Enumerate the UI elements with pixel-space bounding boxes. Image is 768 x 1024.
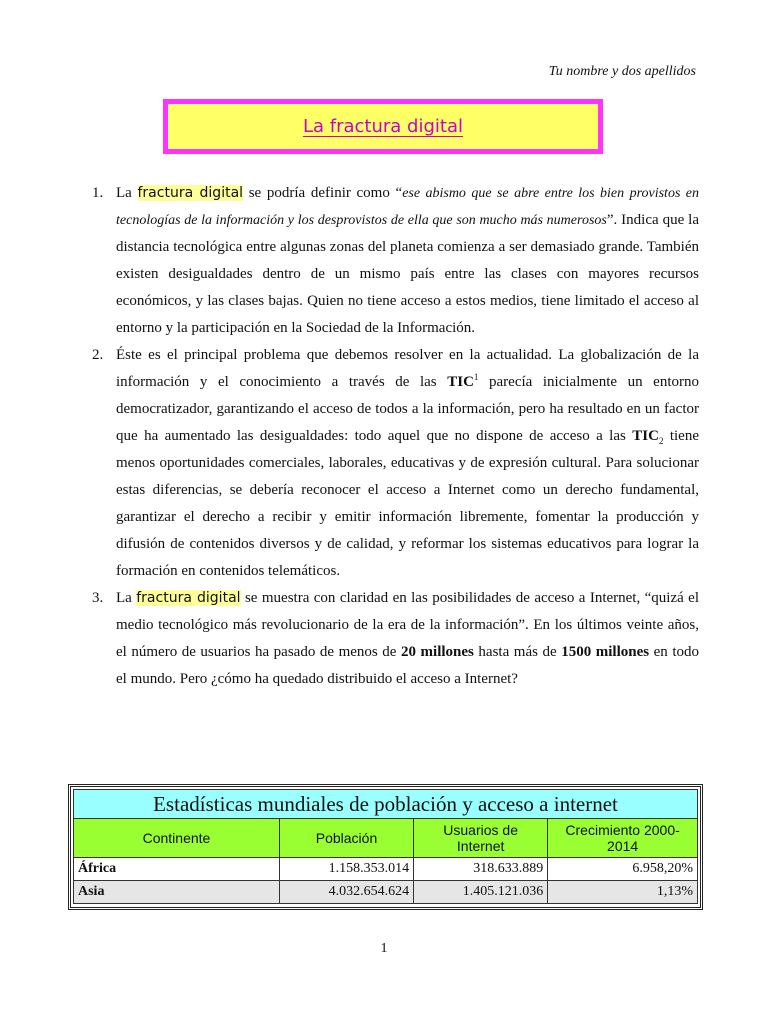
continent-cell: África [74, 858, 280, 881]
list-item [94, 585, 699, 693]
population-cell: 1.158.353.014 [279, 858, 413, 881]
table-caption: Estadísticas mundiales de población y acceso a internet [74, 790, 698, 819]
item-number: 1. [92, 185, 104, 201]
item-text: parecía inicialmente un entorno democratizador, garantizando el acceso de todos a la información, pero ha resultado en un factor que ha aumentado las desigualdades: todo aquel que no dispone de acceso a las [116, 374, 699, 444]
column-header: Continente [74, 819, 280, 858]
column-header: Usuarios de Internet [414, 819, 548, 858]
continent-cell: Asia [74, 881, 280, 904]
statistics-table [73, 789, 698, 904]
item-text: se muestra con claridad en las posibilidades de acceso a Internet, “quizá el medio tecnológico más revolucionario de la era de la información”. En los últimos veinte años, el número de usuarios ha pasado de menos de [116, 590, 700, 660]
item-number: 2. [92, 347, 104, 363]
quote-text: ese abismo que se abre entre los bien provistos en tecnologías de la información y los desprovistos de ella que son mucho más numerosos [116, 186, 700, 228]
table-row [74, 858, 698, 881]
author-name: Tu nombre y dos apellidos [548, 64, 696, 79]
highlighted-term: fractura digital [136, 590, 241, 606]
title-box [163, 99, 603, 154]
population-cell: 4.032.654.624 [279, 881, 413, 904]
page-number: 1 [380, 941, 388, 956]
item-text: Éste es el principal problema que debemos resolver en la actualidad. La globalización de la información y el conocimiento a través de las [116, 347, 699, 390]
item-text: en todo el mundo. Pero ¿cómo ha quedado distribuido el acceso a Internet? [116, 644, 700, 687]
column-header: Población [279, 819, 413, 858]
numbered-list [94, 180, 699, 693]
item-text: La [116, 185, 138, 201]
growth-cell: 1,13% [548, 881, 698, 904]
item-text: hasta más de [473, 644, 562, 660]
users-cell: 1.405.121.036 [414, 881, 548, 904]
statistics-table-frame [68, 784, 703, 910]
list-item [94, 180, 699, 342]
growth-cell: 6.958,20% [548, 858, 698, 881]
bold-figure: 1500 millones [561, 644, 650, 660]
document-title: La fractura digital [302, 116, 463, 137]
item-text: tiene menos oportunidades comerciales, laborales, educativas y de expresión cultural. Para solucionar estas diferencias, se debería reconocer el acceso a Internet como un derecho fundamental, garantizar el derecho a recibir y emitir información libremente, fomentar la producción y difusión de contenidos diversos y de calidad, y reformar los sistemas educativos para lograr la formación en contenidos telemáticos. [116, 428, 699, 579]
item-text: La [116, 590, 137, 606]
users-cell: 318.633.889 [414, 858, 548, 881]
item-number: 3. [92, 590, 104, 606]
item-text: se podría definir como “ [243, 185, 403, 201]
tic-term: TIC [632, 428, 659, 444]
item-text: ”. Indica que la distancia tecnológica entre algunas zonas del planeta comienza a ser demasiado grande. También existen desigualdades dentro de un mismo país entre las clases con mayores recursos económicos, y las clases bajas. Quien no tiene acceso a estos medios, tiene limitado el acceso al entorno y la participación en la Sociedad de la Información. [116, 212, 699, 336]
footnote-ref: 1 [473, 372, 479, 382]
list-item [94, 342, 699, 585]
column-header: Crecimiento 2000-2014 [548, 819, 698, 858]
tic-term: TIC [447, 374, 474, 390]
footnote-ref: 2 [658, 436, 664, 446]
table-row [74, 881, 698, 904]
highlighted-term: fractura digital [137, 185, 244, 201]
bold-figure: 20 millones [400, 644, 474, 660]
